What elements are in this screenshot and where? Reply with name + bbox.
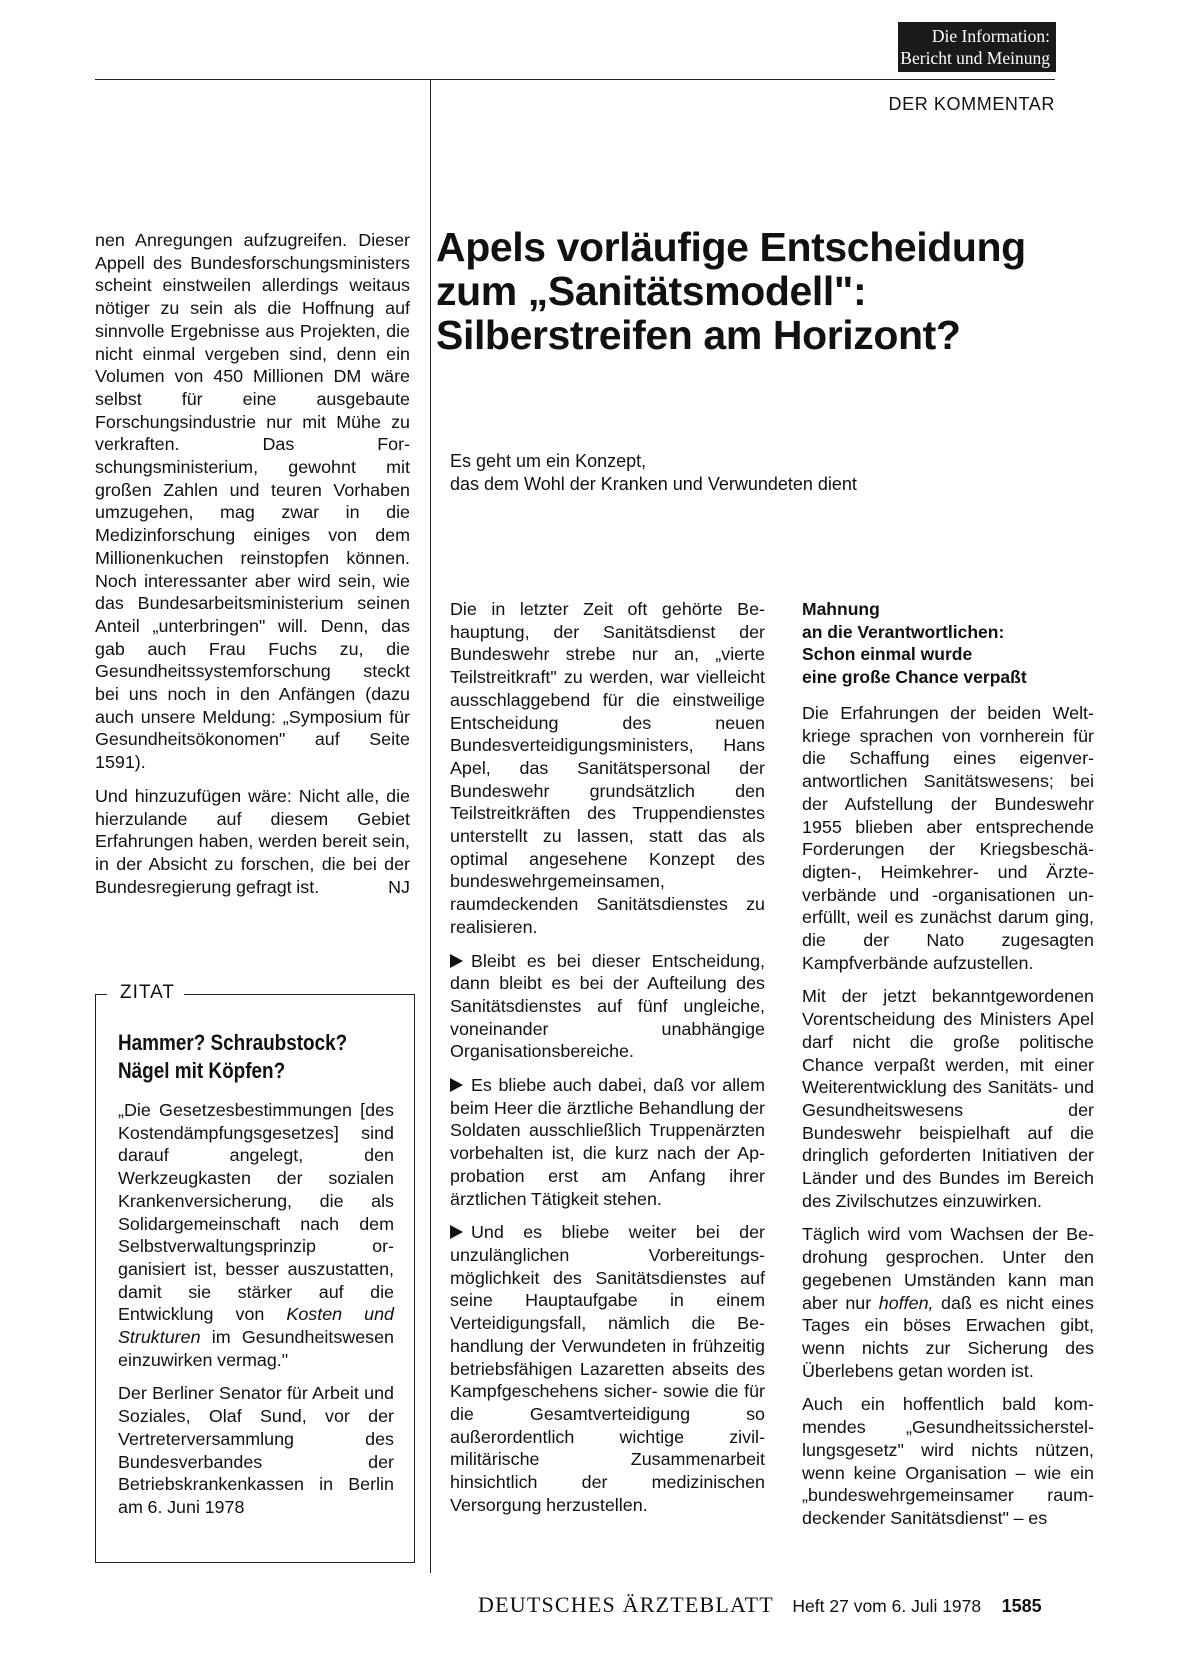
left-paragraph-2	[95, 785, 410, 899]
right-column	[802, 598, 1094, 1530]
section-label: DER KOMMENTAR	[888, 94, 1055, 114]
quote-title: Hammer? Schraubstock? Nägel mit Köpfen?	[118, 1030, 348, 1083]
quote-text-emphasis: Kosten und Strukturen	[118, 1304, 394, 1348]
quote-body	[118, 1099, 394, 1519]
right-paragraph-4: Auch ein hoffentlich bald kommendes „Gesundheitssicherstellungsgesetz" wird nichts nützen, wenn keine Organisation – wie ein „bundeswehrgemeinsamer raumdeckender Sanitätsdienst" – es	[802, 1394, 1094, 1528]
issue-info: Heft 27 vom 6. Juli 1978	[792, 1596, 982, 1616]
subhead-line-1: Es geht um ein Konzept,	[450, 451, 647, 471]
quote-label: ZITAT	[120, 982, 175, 1003]
quote-text-after: im Gesundheitswesen einzuwirken vermag."	[118, 1327, 394, 1370]
article-headline: Apels vorläufige Entscheidung zum „Sanitätsmodell": Silberstreifen am Horizont?	[436, 224, 1026, 358]
quote-text	[118, 1099, 394, 1371]
quote-text-before: „Die Gesetzesbestimmungen [des Kostendämpfungsgesetzes] sind darauf angelegt, den Werkzeugkasten der sozialen Krankenversicherung, die als Solidargemeinschaft nach dem Selbstverwaltungsprinzip organisiert ist, besser auszustatten, damit sie stärker auf die Entwicklung von	[118, 1100, 394, 1325]
mahnung-line-1: Mahnung	[802, 599, 880, 619]
subhead-line-2: das dem Wohl der Kranken und Verwundeten dient	[450, 474, 857, 494]
column-divider	[430, 79, 431, 1573]
mahnung-line-3: Schon einmal wurde	[802, 644, 973, 664]
mahnung-line-2: an die Verantwortlichen:	[802, 621, 1005, 642]
journal-name: DEUTSCHES ÄRZTEBLATT	[478, 1592, 774, 1617]
top-rule	[95, 79, 1055, 80]
right-paragraph-3-after: daß es nicht eines Tages ein böses Erwachen gibt, wenn nichts zur Sicherung des Überlebens getan worden ist.	[802, 1292, 1094, 1381]
bullet-arrow-icon	[450, 954, 463, 968]
mid-paragraph-4-text: Und es bliebe weiter bei der unzulänglichen Vorbereitungsmöglichkeit des Sanitätsdienstes auf seine Hauptaufgabe in einem Verteidigungsfall, nämlich die Behandlung der Verwundeten in frühzeitig betriebsfähigen Lazaretten abseits des Kampfgeschehens sicher- sowie die für die Gesamtverteidigung so außerordentlich wichtige zivil-militärische Zusammenarbeit hinsichtlich der medizinischen Versorgung herzustellen.	[450, 1222, 765, 1515]
middle-column	[450, 598, 765, 1516]
page-footer	[478, 1592, 1138, 1622]
mid-paragraph-2	[450, 950, 765, 1064]
left-paragraph-1: nen Anregungen aufzugreifen. Dieser Appell des Bundesforschungsministers scheint einstweilen allerdings weitaus nötiger zu sein als die Hoffnung auf sinnvolle Ergebnisse aus Projekten, die nicht einmal vergeben sind, denn ein Volumen von 450 Millionen DM wäre selbst für eine ausgebaute Forschungsindustrie nur mit Mühe zu verkraften. Das Forschungsministerium, gewohnt mit großen Zahlen und teuren Vorhaben umzugehen, mag zwar in die Medizinforschung einiges von dem Millionenkuchen reinstopfen können. Noch interessanter aber wird sein, wie das Bundesarbeitsministerium seinen Anteil „unterbringen" will. Denn, das gab auch Frau Fuchs zu, die Gesundheitssystemforschung steckt bei uns noch in den Anfängen (dazu auch unsere Meldung: „Symposium für Gesundheitsökonomen" auf Seite 1591).	[95, 230, 410, 773]
left-paragraph-2-text: Und hinzuzufügen wäre: Nicht alle, die hierzulande auf diesem Gebiet Erfahrungen haben, werden bereit sein, in der Absicht zu forschen, die bei der Bundesregierung gefragt ist.	[95, 785, 410, 897]
mid-paragraph-3	[450, 1074, 765, 1210]
mid-paragraph-3-text: Es bliebe auch dabei, daß vor allem beim Heer die ärztliche Behandlung der Soldaten ausschließlich Truppenärzten vorbehalten ist, die kurz nach der Approbation erst am Anfang ihrer ärztlichen Tätigkeit stehen.	[450, 1075, 765, 1209]
right-paragraph-2: Mit der jetzt bekanntgewordenen Vorentscheidung des Ministers Apel darf nicht die große politische Chance verpaßt werden, mit einer Weiterentwicklung des Sanitäts- und Gesundheitswesens der Bundeswehr beispielhaft auf die dringlich geforderten Initiativen der Länder und des Bundes im Bereich des Zivilschutzes einzuwirken.	[802, 986, 1094, 1211]
right-paragraph-1: Die Erfahrungen der beiden Weltkriege sprachen von vornherein für die Schaffung eines eigenverantwortlichen Sanitätswesens; bei der Aufstellung der Bundeswehr 1955 blieben aber entsprechende Forderungen der Kriegsbeschädigten-, Heimkehrer- und Ärzteverbände und -organisationen unerfüllt, weil es zunächst darum ging, die der Nato zugesagten Kampfverbände aufzustellen.	[802, 703, 1094, 973]
page-number: 1585	[1001, 1596, 1042, 1616]
badge-line-1: Die Information:	[931, 26, 1050, 46]
bullet-arrow-icon	[450, 1225, 463, 1239]
mid-paragraph-2-text: Bleibt es bei dieser Entscheidung, dann bleibt es bei der Aufteilung des Sanitätsdienstes auf fünf ungleiche, voneinander unabhängige Organisationsbereiche.	[450, 950, 765, 1062]
quote-source: Der Berliner Senator für Arbeit und Soziales, Olaf Sund, vor der Vertreterversammlung des Bundesverbandes der Betriebskrankenkassen in Berlin am 6. Juni 1978	[118, 1383, 394, 1517]
badge-line-2: Bericht und Meinung	[900, 48, 1050, 68]
right-paragraph-3-before: Täglich wird vom Wachsen der Bedrohung gesprochen. Unter den gegebenen Umständen kann man aber nur	[802, 1224, 1094, 1313]
subheading-mahnung	[802, 598, 1094, 688]
mid-paragraph-1: Die in letzter Zeit oft gehörte Behauptung, der Sanitätsdienst der Bundeswehr strebe nur an, „vierte Teilstreitkraft" zu werden, war vielleicht ausschlaggebend für die einstweilige Entscheidung des neuen Bundesverteidigungsministers, Hans Apel, das Sanitätspersonal der Bundeswehr grundsätzlich den Teilstreitkräften des Truppendienstes unterstellt zu lassen, statt das als optimal angesehene Konzept des bundeswehrgemeinsamen, raumdeckenden Sanitätsdienstes zu realisieren.	[450, 599, 765, 937]
right-paragraph-3-emphasis: hoffen,	[878, 1292, 934, 1313]
author-signature: NJ	[388, 876, 410, 897]
right-paragraph-3	[802, 1223, 1094, 1382]
section-badge	[898, 22, 1056, 72]
mid-paragraph-4	[450, 1221, 765, 1516]
bullet-arrow-icon	[450, 1078, 463, 1092]
left-column	[95, 229, 410, 898]
article-subhead	[450, 450, 970, 496]
mahnung-line-4: eine große Chance verpaßt	[802, 666, 1027, 687]
